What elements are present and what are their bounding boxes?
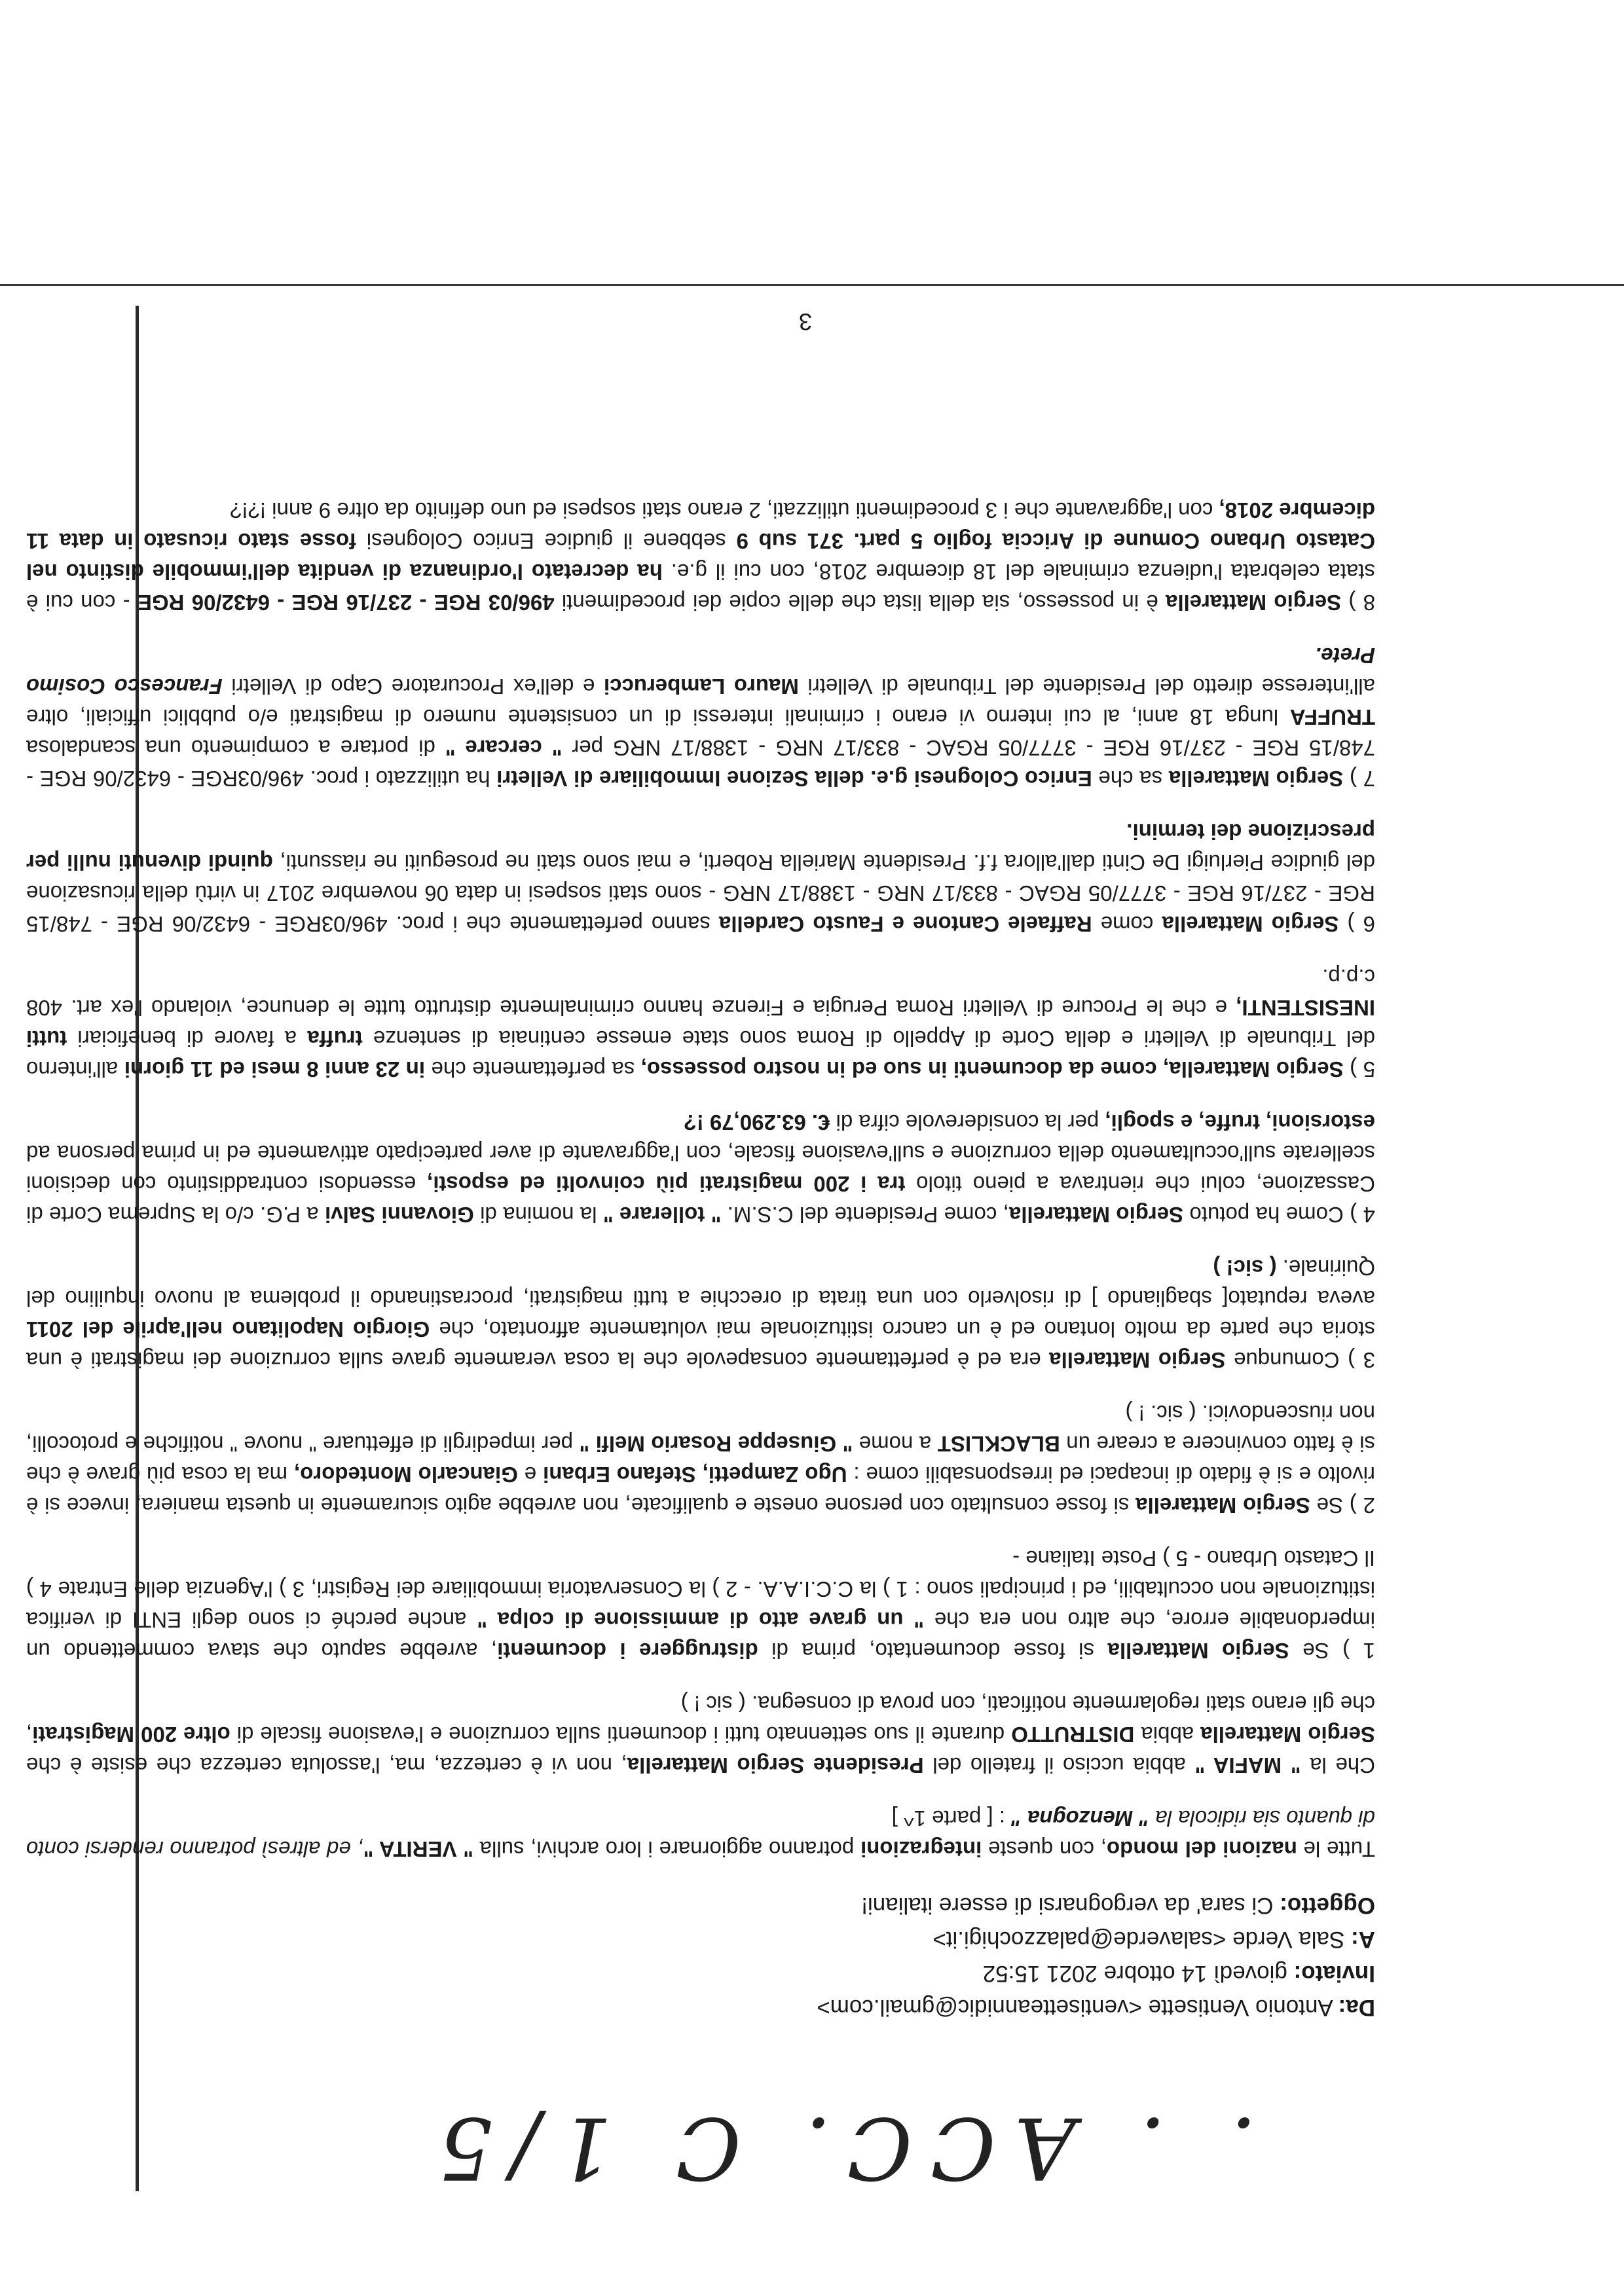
email-subject: Ci sara' da vergognarsi di essere italiani! xyxy=(861,1893,1280,1918)
email-to: Sala Verde <salaverde@palazzochigi.it> xyxy=(932,1927,1352,1952)
email-header xyxy=(26,1888,1375,2024)
letter-body xyxy=(26,473,1375,2024)
intro-paragraph: Tutte le nazioni del mondo, con queste integrazioni potranno aggiornare i loro archivi, sulla " VERITA ", ed altresì potranno rendersi conto di quanto sia ridicola la " Menzogna " : [ parte 1^ ] xyxy=(26,1806,1375,1861)
page-number: 3 xyxy=(798,308,812,335)
email-sent-line: Inviato: giovedì 14 ottobre 2021 15:52 xyxy=(982,1961,1375,1986)
paragraph-6: 6 ) Sergio Mattarella come Raffaele Cantone e Fausto Cardella sanno perfettamente che i proc. 496/03RGE - 6432/06 RGE - 748/15 RGE - 237/16 RGE - 3777/05 RGAC - 833/17 NRG - 1388/17 NRG - sono stati sospesi in data 06 novembre 2017 in virtù della ricusazione del giudice Pierluigi De Cinti dall'allora f.f. Presidente Mariella Roberti, e mai sono stati ne proseguiti ne riassunti, quindi divenuti nulli per prescrizione dei termini. xyxy=(26,820,1375,936)
handwritten-annotation: . . ACC. C 1/5 xyxy=(420,2098,1257,2198)
email-sent: giovedì 14 ottobre 2021 15:52 xyxy=(982,1961,1294,1986)
paragraph-8: 8 ) Sergio Mattarella è in possesso, sia della lista che delle copie dei procedimenti 496/03 RGE - 237/16 RGE - 6432/06 RGE - con cui è stata celebrata l'udienza criminale del 18 dicembre 2018, con cui il g.e. ha decretato l'ordinanza di vendita dell'immobile distinto nel Catasto Urbano Comune di Ariccia foglio 5 part. 371 sub 9 sebbene il giudice Enrico Colognesi fosse stato ricusato in data 11 dicembre 2018, con l'aggravante che i 3 procedimenti utilizzati, 2 erano stati sospesi ed uno definito da oltre 9 anni !?!? xyxy=(26,498,1375,615)
paragraph-4: 4 ) Come ha potuto Sergio Mattarella, come Presidente del C.S.M. " tollerare " la nomina di Giovanni Salvi a P.G. c/o la Suprema Corte di Cassazione, colui che rientrava a pieno titolo tra i 200 magistrati più coinvolti ed esposti, essendosi contraddistinto con decisioni scellerate sull'occultamento della corruzione e sull'evasione fiscale, con l'aggravante di aver partecipato attivamente ed in prima persona ad estorsioni, truffe, e spogli, per la considerevole cifra di €. 63.290,79 !? xyxy=(26,1110,1375,1227)
email-subject-line: Oggetto: Ci sara' da vergognarsi di essere italiani! xyxy=(861,1893,1375,1918)
paragraph-3: 3 ) Comunque Sergio Mattarella era ed è perfettamente consapevole che la cosa veramente grave sulla corruzione dei magistrati è una storia che parte da molto lontano ed è un cancro istituzionale mai volutamente affrontato, che Giorgio Napolitano nell'aprile del 2011 aveva reputato[ sbagliando ] di risolverlo con una tirata di orecchie a tutti magistrati, procrastinando il problema al nuovo inquilino del Quirinale. ( sic! ) xyxy=(26,1256,1375,1372)
paragraph-mafia: Che la " MAFIA " abbia ucciso il fratello del Presidente Sergio Mattarella, non vi è certezza, ma, l'assoluta certezza che esiste è che Sergio Mattarella abbia DISTRUTTO durante il suo settennato tutti i documenti sulla corruzione e l'evasione fiscale di oltre 200 Magistrati, che gli erano stati regolarmente notificati, con prova di consegna. ( sic ! ) xyxy=(26,1692,1375,1777)
paragraph-2: 2 ) Se Sergio Mattarella si fosse consultato con persone oneste e qualificate, non avrebbe agito sicuramente in questa maniera, invece si è rivolto e si è fidato di incapaci ed irresponsabili come : Ugo Zampetti, Stefano Erbani e Giancarlo Montedoro, ma la cosa più grave è che si è fatto convincere a creare un BLACKLIST a nome " Giuseppe Rosario Melfi " per impedirgli di effettuare " nuove " notifiche e protocolli, non riuscendovici. ( sic. ! ) xyxy=(26,1401,1375,1518)
email-to-line: A: Sala Verde <salaverde@palazzochigi.it> xyxy=(932,1927,1375,1952)
paragraph-5: 5 ) Sergio Mattarella, come da documenti in suo ed in nostro possesso, sa perfettamente che in 23 anni 8 mesi ed 11 giorni all'interno del Tribunale di Velletri e della Corte di Appello di Roma sono state emesse centinaia di sentenze truffa a favore di beneficiari tutti INESISTENTI, e che le Procure di Velletri Roma Perugia e Firenze hanno criminalmente distrutto tutte le denunce, violando l'ex art. 408 c.p.p. xyxy=(26,965,1375,1082)
paragraph-1: 1 ) Se Sergio Mattarella si fosse documentato, prima di distruggere i documenti, avrebbe saputo che stava commettendo un imperdonabile errore, che altro non era che " un grave atto di ammissione di colpa " anche perché ci sono degli ENTI di verifica istituzionale non occultabili, ed i principali sono : 1 ) la C.C.I.A.A. - 2 ) la Conservatoria immobiliare dei Registri, 3 ) l'Agenzia delle Entrate 4 ) Il Catasto Urbano - 5 ) Poste Italiane - xyxy=(26,1546,1375,1663)
scan-edge-line-bottom xyxy=(0,284,1624,286)
email-from: Antonio Ventisette <ventisetteannidic@gmail.com> xyxy=(817,1995,1338,2020)
email-from-line: Da: Antonio Ventisette <ventisetteannidic@gmail.com> xyxy=(817,1995,1375,2020)
paragraph-7: 7 ) Sergio Mattarella sa che Enrico Colognesi g.e. della Sezione Immobiliare di Velletri ha utilizzato i proc. 496/03RGE - 6432/06 RGE - 748/15 RGE - 237/16 RGE - 3777/05 RGAC - 833/17 NRG - 1388/17 NRG per " cercare " di portare a compimento una scandalosa TRUFFA lunga 18 anni, al cui interno vi erano i criminali interessi di un consistente numero di magistrati e/o pubblici ufficiali, oltre all'interesse diretto del Presidente del Tribunale di Velletri Mauro Lamberucci e dell'ex Procuratore Capo di Velletri Francesco Cosimo Prete. xyxy=(26,644,1375,791)
